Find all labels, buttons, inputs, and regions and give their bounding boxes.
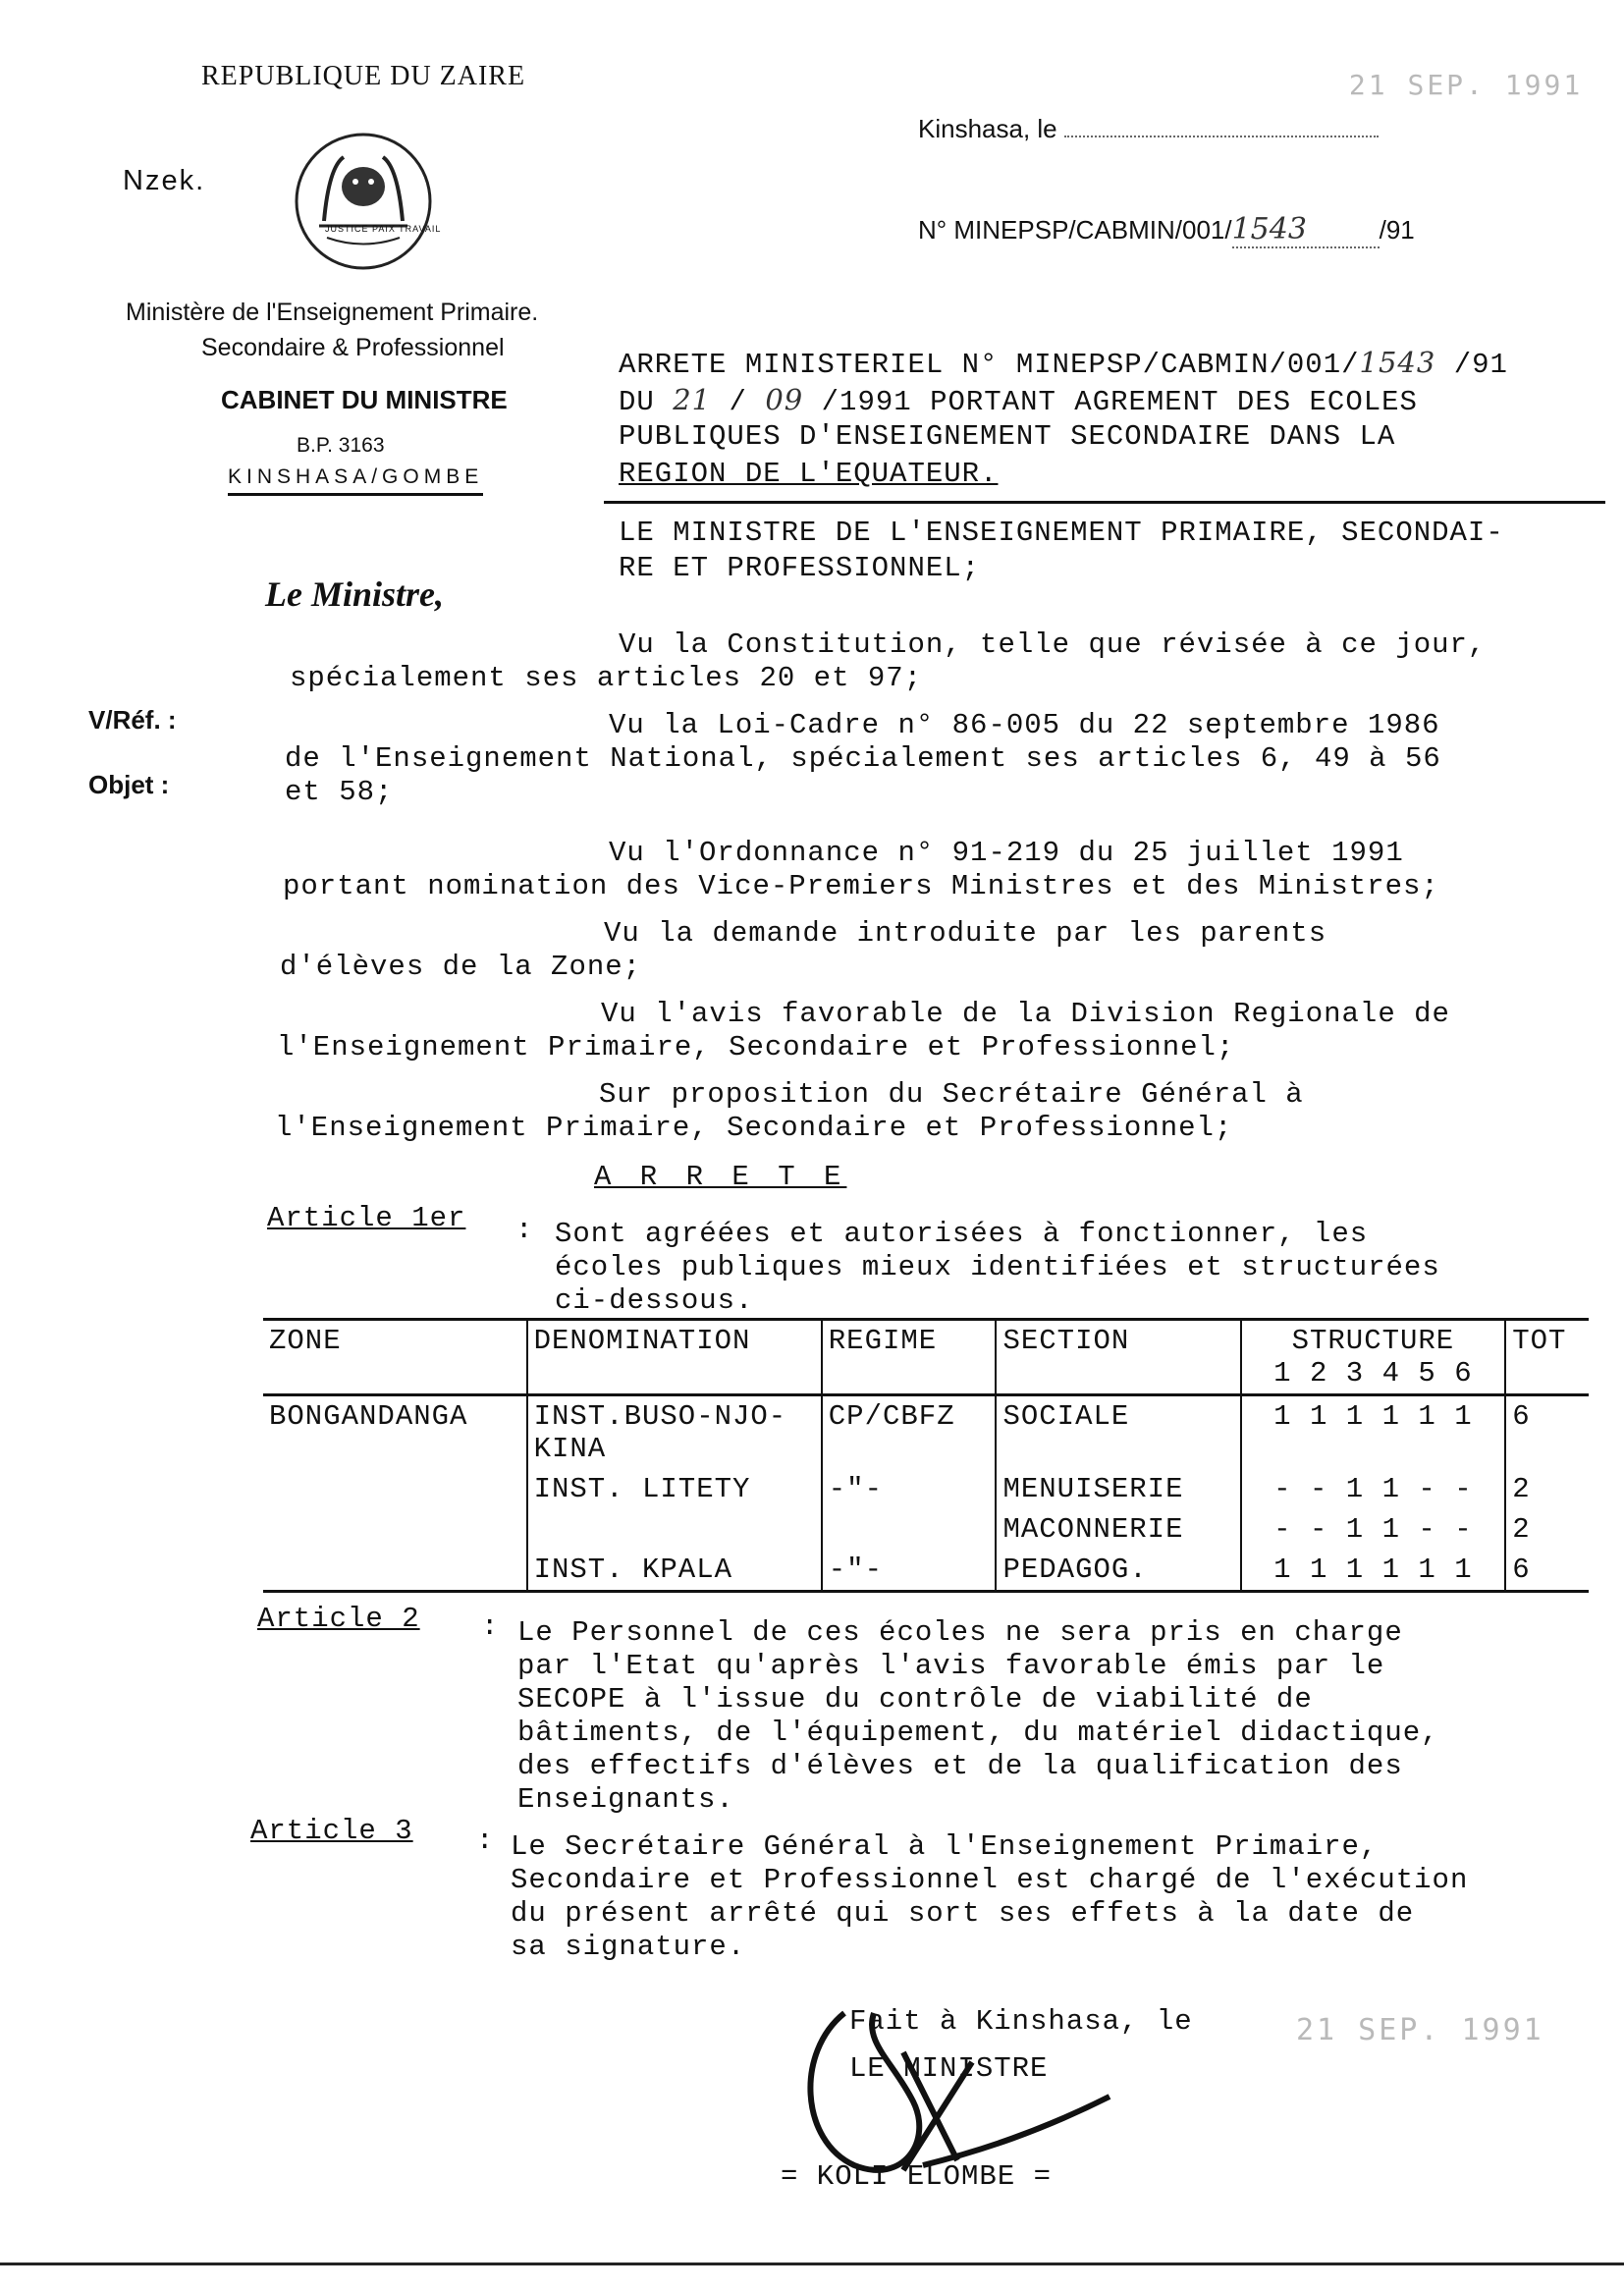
consideration-2-rest2: et 58; <box>285 776 394 808</box>
city-address: KINSHASA/GOMBE <box>228 465 483 496</box>
article2-line2: par l'Etat qu'après l'avis favorable émis par le <box>517 1650 1385 1682</box>
handwritten-reference: 1543 <box>1232 212 1380 248</box>
ministry-line2: Secondaire & Professionnel <box>201 334 505 361</box>
handwritten-month: 09 <box>765 383 804 416</box>
cell-section: PEDAGOG. <box>996 1550 1240 1592</box>
article1-line2: écoles publiques mieux identifiées et structurées <box>555 1251 1440 1283</box>
minister-name: = KOLI ELOMBE = <box>781 2160 1053 2193</box>
header-section: SECTION <box>996 1320 1240 1395</box>
cell-zone <box>263 1469 527 1509</box>
table-row <box>263 1469 1589 1509</box>
article3-label: Article 3 <box>250 1815 413 1847</box>
header-regime: REGIME <box>822 1320 997 1395</box>
minister-heading-line2: RE ET PROFESSIONNEL; <box>619 552 981 584</box>
cell-total: 6 <box>1505 1395 1589 1470</box>
decree-divider <box>604 501 1605 504</box>
reference-number-line <box>918 212 1415 248</box>
cell-regime: -"- <box>822 1469 997 1509</box>
seal-emblem <box>290 128 442 275</box>
cell-section: MENUISERIE <box>996 1469 1240 1509</box>
scan-edge-line <box>0 2263 1624 2265</box>
republic-heading: REPUBLIQUE DU ZAIRE <box>201 61 526 91</box>
article3-line4: sa signature. <box>511 1931 746 1963</box>
reference-prefix: N° MINEPSP/CABMIN/001/ <box>918 215 1232 245</box>
table-row <box>263 1550 1589 1592</box>
article3-line3: du présent arrêté qui sort ses effets à la date de <box>511 1897 1415 1930</box>
header-denomination: DENOMINATION <box>527 1320 822 1395</box>
table-row <box>263 1509 1589 1550</box>
handwritten-day: 21 <box>673 383 712 416</box>
consideration-6-rest: l'Enseignement Primaire, Secondaire et Professionnel; <box>275 1112 1233 1144</box>
article1-label: Article 1er <box>267 1202 466 1234</box>
cell-structure: - - 1 1 - - <box>1241 1469 1506 1509</box>
cell-denomination <box>527 1509 822 1550</box>
cell-total: 6 <box>1505 1550 1589 1592</box>
article1-colon: : <box>515 1214 534 1246</box>
consideration-1-rest: spécialement ses articles 20 et 97; <box>290 662 923 694</box>
article2-line5: des effectifs d'élèves et de la qualification des <box>517 1750 1403 1782</box>
article3-line2: Secondaire et Professionnel est chargé de l'exécution <box>511 1864 1469 1896</box>
consideration-6-first: Sur proposition du Secrétaire Général à <box>599 1078 1304 1111</box>
cell-denomination: INST. LITETY <box>527 1469 822 1509</box>
header-total: TOT <box>1505 1320 1589 1395</box>
consideration-2-first: Vu la Loi-Cadre n° 86-005 du 22 septembre 1986 <box>609 709 1440 741</box>
article2-line1: Le Personnel de ces écoles ne sera pris en charge <box>517 1616 1403 1649</box>
consideration-3-rest: portant nomination des Vice-Premiers Ministres et des Ministres; <box>283 870 1439 902</box>
cell-regime: CP/CBFZ <box>822 1395 997 1470</box>
handwritten-initials: Nzek. <box>123 165 206 196</box>
signature-date-stamp: 21 SEP. 1991 <box>1296 2013 1544 2047</box>
seal-motto: JUSTICE PAIX TRAVAIL <box>325 224 442 234</box>
cell-section: SOCIALE <box>996 1395 1240 1470</box>
date-line <box>918 69 1584 144</box>
cabinet-heading: CABINET DU MINISTRE <box>221 385 508 414</box>
decree-line3: PUBLIQUES D'ENSEIGNEMENT SECONDAIRE DANS LA <box>619 420 1396 453</box>
reference-suffix: /91 <box>1379 215 1415 245</box>
cell-regime: -"- <box>822 1550 997 1592</box>
article2-label: Article 2 <box>257 1603 420 1635</box>
vref-label: V/Réf. : <box>88 705 177 735</box>
handwritten-decree-number: 1543 <box>1359 346 1436 379</box>
decree-line2: DU 21 / 09 /1991 PORTANT AGREMENT DES ECOLES <box>619 383 1418 418</box>
cell-denomination: INST. KPALA <box>527 1550 822 1592</box>
consideration-5-first: Vu l'avis favorable de la Division Regionale de <box>601 998 1450 1030</box>
article2-line3: SECOPE à l'issue du contrôle de viabilité de <box>517 1683 1313 1716</box>
article1-line3: ci-dessous. <box>555 1284 754 1317</box>
fait-a-kinshasa: Fait à Kinshasa, le <box>849 2005 1193 2038</box>
consideration-4-rest: d'élèves de la Zone; <box>280 951 642 983</box>
article2-line6: Enseignants. <box>517 1783 734 1816</box>
article2-line4: bâtiments, de l'équipement, du matériel didactique, <box>517 1717 1439 1749</box>
article1-line1: Sont agréées et autorisées à fonctionner, les <box>555 1218 1369 1250</box>
table-header-row <box>263 1320 1589 1395</box>
cell-structure: 1 1 1 1 1 1 <box>1241 1550 1506 1592</box>
signature-title: LE MINISTRE <box>849 2052 1049 2085</box>
leopard-seal-icon <box>290 128 437 275</box>
cell-zone: BONGANDANGA <box>269 1400 468 1433</box>
cell-structure: 1 1 1 1 1 1 <box>1241 1395 1506 1470</box>
ministry-line1: Ministère de l'Enseignement Primaire. <box>126 299 539 326</box>
article3-colon: : <box>476 1825 495 1857</box>
consideration-2-rest: de l'Enseignement National, spécialement ses articles 6, 49 à 56 <box>285 742 1441 775</box>
consideration-1-first: Vu la Constitution, telle que révisée à ce jour, <box>619 628 1487 661</box>
schools-table <box>263 1318 1589 1593</box>
decree-line1: ARRETE MINISTERIEL N° MINEPSP/CABMIN/001/1543 /91 <box>619 346 1508 381</box>
cell-total: 2 <box>1505 1509 1589 1550</box>
cell-denomination: INST.BUSO-NJO- KINA <box>527 1395 822 1470</box>
objet-label: Objet : <box>88 770 170 799</box>
table-row <box>263 1395 1589 1470</box>
decree-line4: REGION DE L'EQUATEUR. <box>619 458 999 490</box>
consideration-5-rest: l'Enseignement Primaire, Secondaire et Professionnel; <box>277 1031 1235 1063</box>
header-zone: ZONE <box>269 1325 342 1357</box>
article3-line1: Le Secrétaire Général à l'Enseignement Primaire, <box>511 1830 1379 1863</box>
cell-regime <box>822 1509 997 1550</box>
arrete-heading: A R R E T E <box>594 1161 847 1193</box>
cell-zone <box>263 1550 527 1592</box>
cell-structure: - - 1 1 - - <box>1241 1509 1506 1550</box>
date-stamp: 21 SEP. 1991 <box>1348 69 1584 101</box>
cell-section: MACONNERIE <box>996 1509 1240 1550</box>
consideration-3-first: Vu l'Ordonnance n° 91-219 du 25 juillet 1991 <box>609 837 1404 869</box>
le-ministre-heading: Le Ministre, <box>265 574 445 614</box>
cell-total: 2 <box>1505 1469 1589 1509</box>
minister-heading-line1: LE MINISTRE DE L'ENSEIGNEMENT PRIMAIRE, SECONDAI- <box>619 517 1504 549</box>
place-label: Kinshasa, le <box>918 114 1057 143</box>
header-structure: STRUCTURE 1 2 3 4 5 6 <box>1241 1320 1506 1395</box>
article2-colon: : <box>481 1610 500 1643</box>
postal-box: B.P. 3163 <box>297 434 385 457</box>
consideration-4-first: Vu la demande introduite par les parents <box>604 917 1327 950</box>
cell-zone <box>263 1509 527 1550</box>
